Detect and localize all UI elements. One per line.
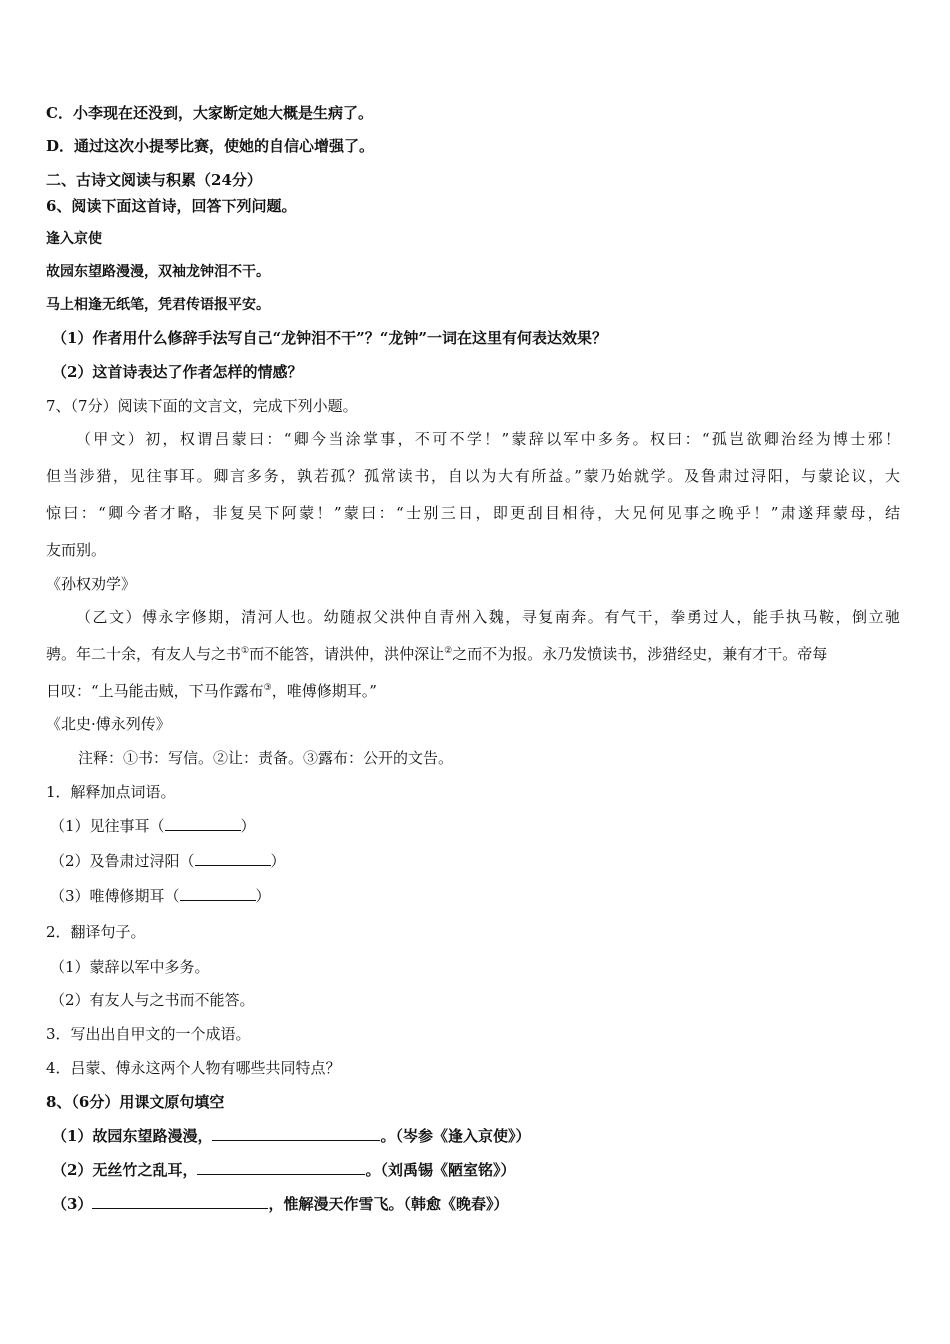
jia-text-line: 惊曰：“卿今者才略，非复吴下阿蒙！”蒙曰：“士别三日，即更刮目相待，大兄何见事之晚乎！”肃遂拜蒙母，结	[46, 504, 900, 522]
footnote-marker: ③	[263, 683, 272, 693]
option-d: D．通过这次小提琴比赛，使她的自信心增强了。	[46, 137, 375, 155]
answer-blank[interactable]	[195, 851, 271, 866]
footnote-marker: ①	[241, 646, 250, 656]
annotation-notes: 注释：①书：写信。②让：责备。③露布：公开的文告。	[78, 749, 454, 767]
answer-blank[interactable]	[180, 886, 256, 901]
answer-blank[interactable]	[197, 1160, 365, 1175]
q8-stem: 8、（6分）用课文原句填空	[46, 1093, 225, 1111]
q7-part-2-item: （1）蒙辞以军中多务。	[50, 958, 210, 976]
q8-item-2: （2）无丝竹之乱耳， 。（刘禹锡《陋室铭》）	[52, 1161, 516, 1179]
q7-stem: 7、（7分）阅读下面的文言文，完成下列小题。	[46, 397, 358, 415]
poem-title: 逢入京使	[46, 231, 102, 247]
yi-text-part: 之而不为报。永乃发愤读书，涉猎经史，兼有才干。帝每	[452, 645, 828, 663]
q7-part-1-item: （1）见往事耳（ ）	[50, 817, 256, 835]
answer-blank[interactable]	[92, 1194, 268, 1209]
q6-stem: 6、阅读下面这首诗，回答下列问题。	[46, 197, 297, 215]
jia-text-line: 但当涉猎，见往事耳。卿言多务，孰若孤？孤常读书，自以为大有所益。”蒙乃始就学。及鲁肃过浔阳，与蒙论议，大	[46, 467, 900, 485]
yi-source: 《北史·傅永列传》	[46, 715, 171, 733]
q8-item-1: （1）故园东望路漫漫， 。（岑参《逢入京使》）	[52, 1127, 531, 1145]
yi-text-line: （乙文）傅永字修期，清河人也。幼随叔父洪仲自青州入魏，寻复南奔。有气干，拳勇过人，能手执马鞍，倒立驰	[76, 608, 900, 626]
section-heading: 二、古诗文阅读与积累（24分）	[46, 171, 262, 189]
q7-part-1-item: （3）唯傅修期耳（ ）	[50, 887, 271, 905]
q7-part-4: 4．吕蒙、傅永这两个人物有哪些共同特点？	[46, 1059, 341, 1077]
q7-part-3: 3．写出出自甲文的一个成语。	[46, 1025, 251, 1043]
q6-sub-1: （1）作者用什么修辞手法写自己“龙钟泪不干”？“龙钟”一词在这里有何表达效果？	[52, 329, 607, 347]
option-c: C．小李现在还没到，大家断定她大概是生病了。	[46, 104, 373, 122]
jia-text-line: 友而别。	[46, 541, 107, 559]
q8-item-3: （3） ，惟解漫天作雪飞。（韩愈《晚春》）	[52, 1195, 509, 1213]
yi-text-line	[46, 681, 377, 701]
q7-part-2: 2．翻译句子。	[46, 923, 146, 941]
poem-line-1: 故园东望路漫漫，双袖龙钟泪不干。	[46, 264, 270, 280]
q6-sub-2: （2）这首诗表达了作者怎样的情感？	[52, 363, 303, 381]
yi-text-part: 而不能答，请洪仲，洪仲深让	[249, 645, 445, 663]
yi-text-part: 日叹：“上马能击贼，下马作露布	[46, 682, 264, 700]
yi-text-part: 骋。年二十余，有友人与之书	[46, 645, 242, 663]
footnote-marker: ②	[444, 646, 453, 656]
answer-blank[interactable]	[165, 816, 241, 831]
q7-part-1: 1．解释加点词语。	[46, 783, 176, 801]
answer-blank[interactable]	[212, 1126, 380, 1141]
jia-text-line: （甲文）初，权谓吕蒙曰：“卿今当涂掌事，不可不学！”蒙辞以军中多务。权曰：“孤岂欲卿治经为博士邪！	[76, 430, 900, 448]
q7-part-1-item: （2）及鲁肃过浔阳（ ）	[50, 852, 286, 870]
yi-text-line	[46, 644, 906, 664]
q7-part-2-item: （2）有友人与之书而不能答。	[50, 991, 255, 1009]
poem-line-2: 马上相逢无纸笔，凭君传语报平安。	[46, 297, 270, 313]
jia-source: 《孙权劝学》	[46, 575, 137, 593]
yi-text-part: ，唯傅修期耳。”	[271, 682, 377, 700]
